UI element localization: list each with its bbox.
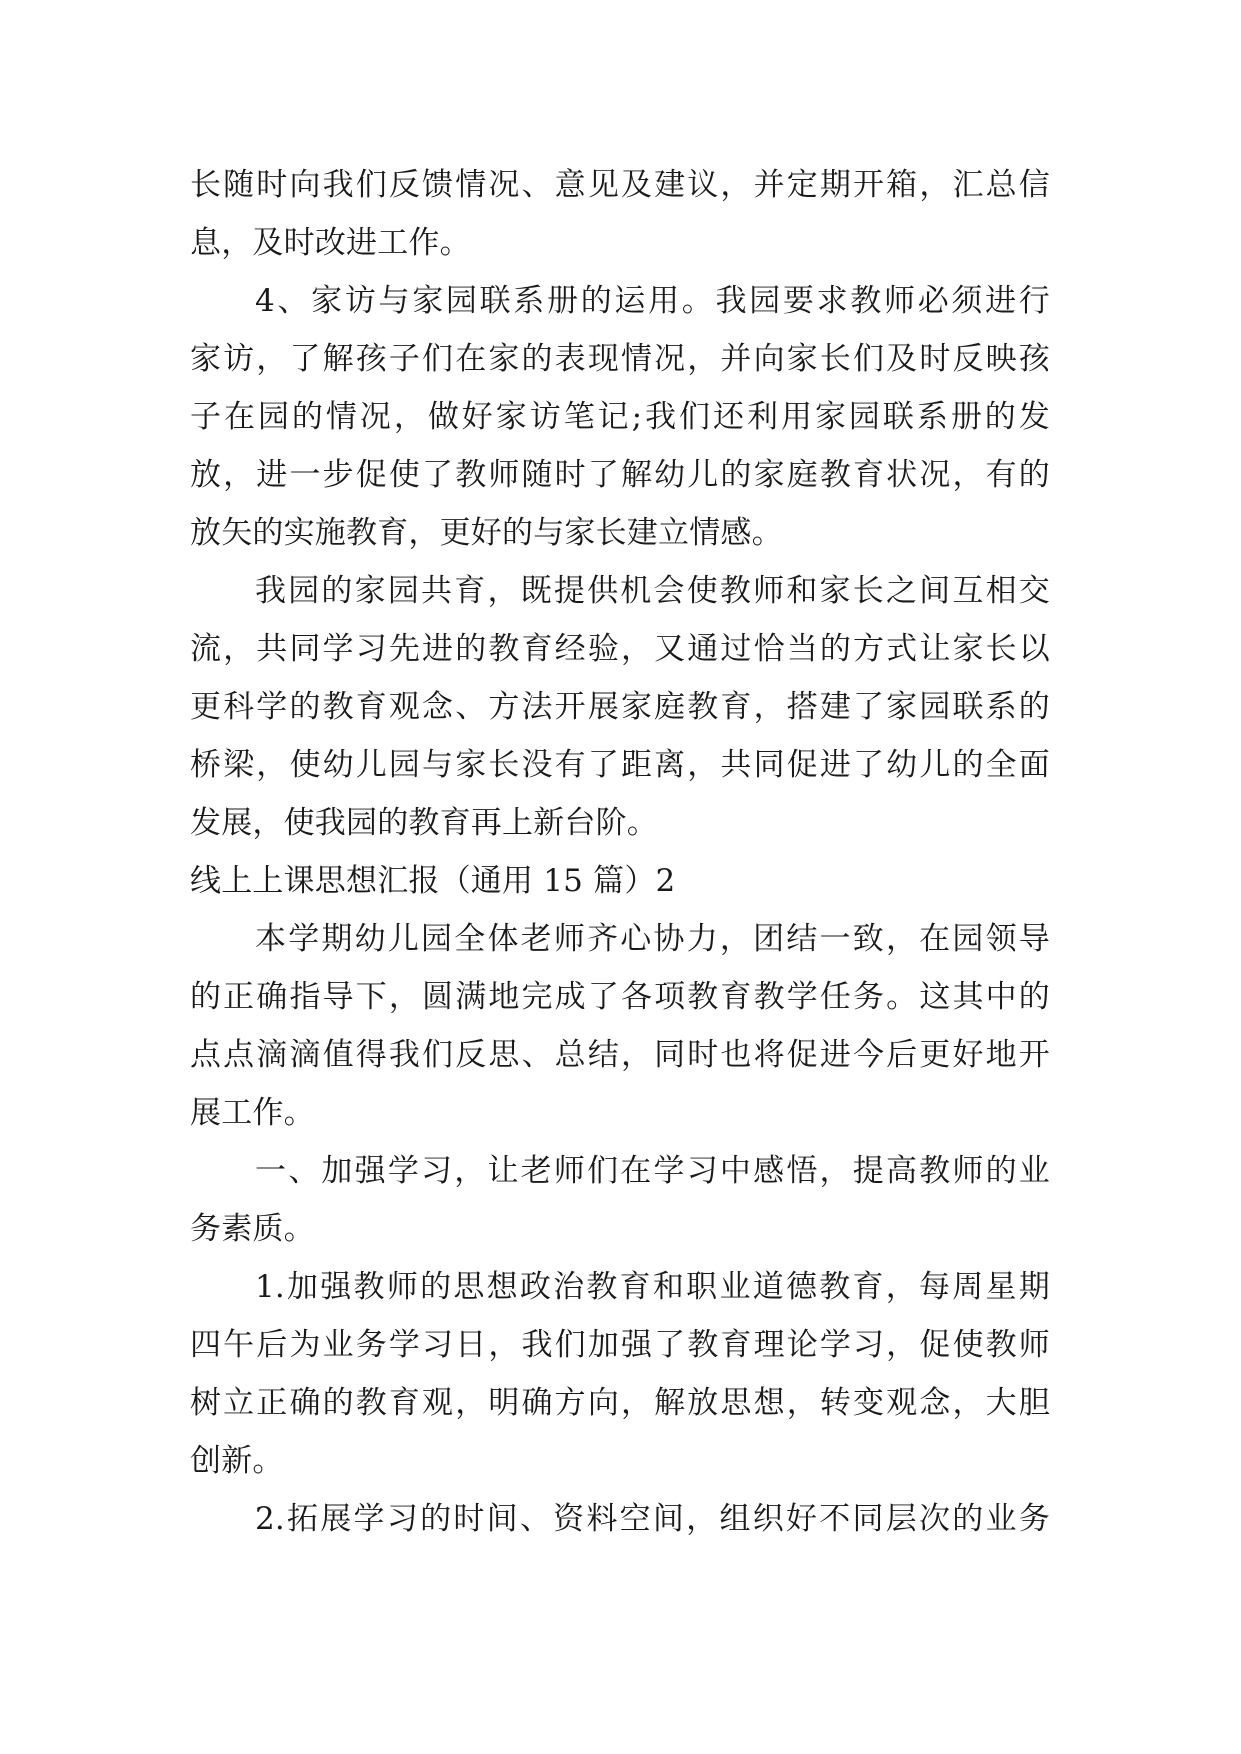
section-heading: 线上上课思想汇报（通用 15 篇）2 <box>190 863 676 899</box>
text-line: 展工作。 <box>190 1095 315 1131</box>
text-line: 家访，了解孩子们在家的表现情况，并向家长们及时反映孩 <box>190 341 1050 377</box>
text-line: 创新。 <box>190 1443 284 1479</box>
text-line: 子在园的情况，做好家访笔记;我们还利用家园联系册的发 <box>190 399 1050 435</box>
text-line: 更科学的教育观念、方法开展家庭教育，搭建了家园联系的 <box>190 689 1050 725</box>
text-line: 树立正确的教育观，明确方向，解放思想，转变观念，大胆 <box>190 1385 1050 1421</box>
text-line: 桥梁，使幼儿园与家长没有了距离，共同促进了幼儿的全面 <box>190 747 1050 783</box>
text-line: 一、加强学习，让老师们在学习中感悟，提高教师的业 <box>255 1153 1050 1189</box>
text-line: 4、家访与家园联系册的运用。我园要求教师必须进行 <box>255 283 1050 319</box>
text-line: 务素质。 <box>190 1211 315 1247</box>
text-line: 本学期幼儿园全体老师齐心协力，团结一致，在园领导 <box>255 921 1050 957</box>
text-line: 发展，使我园的教育再上新台阶。 <box>190 805 658 841</box>
text-line: 1.加强教师的思想政治教育和职业道德教育，每周星期 <box>255 1269 1050 1305</box>
text-line: 放，进一步促使了教师随时了解幼儿的家庭教育状况，有的 <box>190 457 1050 493</box>
text-line: 点点滴滴值得我们反思、总结，同时也将促进今后更好地开 <box>190 1037 1050 1073</box>
text-line: 四午后为业务学习日，我们加强了教育理论学习，促使教师 <box>190 1327 1050 1363</box>
text-line: 的正确指导下，圆满地完成了各项教育教学任务。这其中的 <box>190 979 1050 1015</box>
text-line: 2.拓展学习的时间、资料空间，组织好不同层次的业务 <box>255 1501 1050 1537</box>
text-line: 我园的家园共育，既提供机会使教师和家长之间互相交 <box>255 573 1050 609</box>
text-line: 放矢的实施教育，更好的与家长建立情感。 <box>190 515 783 551</box>
text-line: 息，及时改进工作。 <box>190 225 471 261</box>
text-line: 流，共同学习先进的教育经验，又通过恰当的方式让家长以 <box>190 631 1050 667</box>
text-line: 长随时向我们反馈情况、意见及建议，并定期开箱，汇总信 <box>190 167 1050 203</box>
